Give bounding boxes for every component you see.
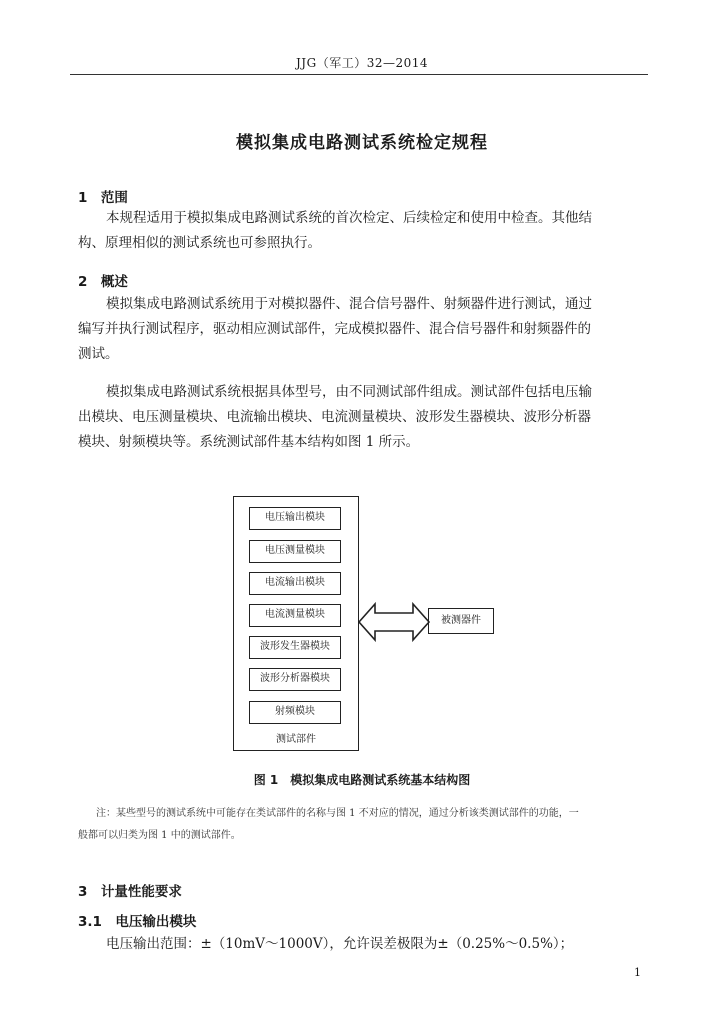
document-title: 模拟集成电路测试系统检定规程 bbox=[236, 133, 488, 153]
section-3-1-voltage-range: 电压输出范围：±（10mV～1000V），允许误差极限为±（0.25%～0.5%）； bbox=[106, 936, 574, 952]
section-2-p1-line-2: 编写并执行测试程序，驱动相应测试部件，完成模拟器件、混合信号器件和射频器件的 bbox=[78, 321, 591, 337]
module-rf: 射频模块 bbox=[249, 701, 341, 724]
section-1-line-2: 构、原理相似的测试系统也可参照执行。 bbox=[78, 235, 321, 251]
section-2-paragraph-2 bbox=[78, 380, 592, 455]
figure-note-line-1: 注：某些型号的测试系统中可能存在类试部件的名称与图 1 不对应的情况，通过分析该类测试部件的功能，一 bbox=[96, 808, 579, 819]
header-divider bbox=[70, 74, 648, 75]
section-2-p1-line-1: 模拟集成电路测试系统用于对模拟器件、混合信号器件、射频器件进行测试，通过 bbox=[106, 296, 592, 312]
module-voltage-measure: 电压测量模块 bbox=[249, 540, 341, 563]
figure-caption: 图 1 模拟集成电路测试系统基本结构图 bbox=[253, 773, 471, 787]
section-2-p1-line-3: 测试。 bbox=[78, 346, 119, 362]
module-current-measure: 电流测量模块 bbox=[249, 604, 341, 627]
bidirectional-arrow-icon bbox=[357, 600, 431, 644]
section-1-paragraph bbox=[78, 206, 592, 256]
section-2-p2-line-1: 模拟集成电路测试系统根据具体型号，由不同测试部件组成。测试部件包括电压输 bbox=[106, 384, 592, 400]
section-1-line-1: 本规程适用于模拟集成电路测试系统的首次检定、后续检定和使用中检查。其他结 bbox=[106, 210, 592, 226]
test-components-label: 测试部件 bbox=[276, 734, 316, 745]
section-3-1-heading: 3.1 电压输出模块 bbox=[78, 914, 197, 930]
section-3-heading: 3 计量性能要求 bbox=[78, 884, 182, 900]
section-2-paragraph-1 bbox=[78, 292, 592, 367]
section-2-heading: 2 概述 bbox=[78, 274, 128, 290]
document-header: JJG（军工）32—2014 bbox=[295, 56, 429, 70]
module-voltage-output: 电压输出模块 bbox=[249, 507, 341, 530]
module-waveform-analyzer: 波形分析器模块 bbox=[249, 668, 341, 691]
section-2-p2-line-3: 模块、射频模块等。系统测试部件基本结构如图 1 所示。 bbox=[78, 434, 420, 450]
section-1-heading: 1 范围 bbox=[78, 190, 128, 206]
module-waveform-generator: 波形发生器模块 bbox=[249, 636, 341, 659]
figure-note-line-2: 般都可以归类为图 1 中的测试部件。 bbox=[78, 830, 241, 841]
page-number: 1 bbox=[634, 966, 641, 979]
device-under-test-box: 被测器件 bbox=[428, 608, 494, 634]
module-current-output: 电流输出模块 bbox=[249, 572, 341, 595]
section-2-p2-line-2: 出模块、电压测量模块、电流输出模块、电流测量模块、波形发生器模块、波形分析器 bbox=[78, 409, 591, 425]
